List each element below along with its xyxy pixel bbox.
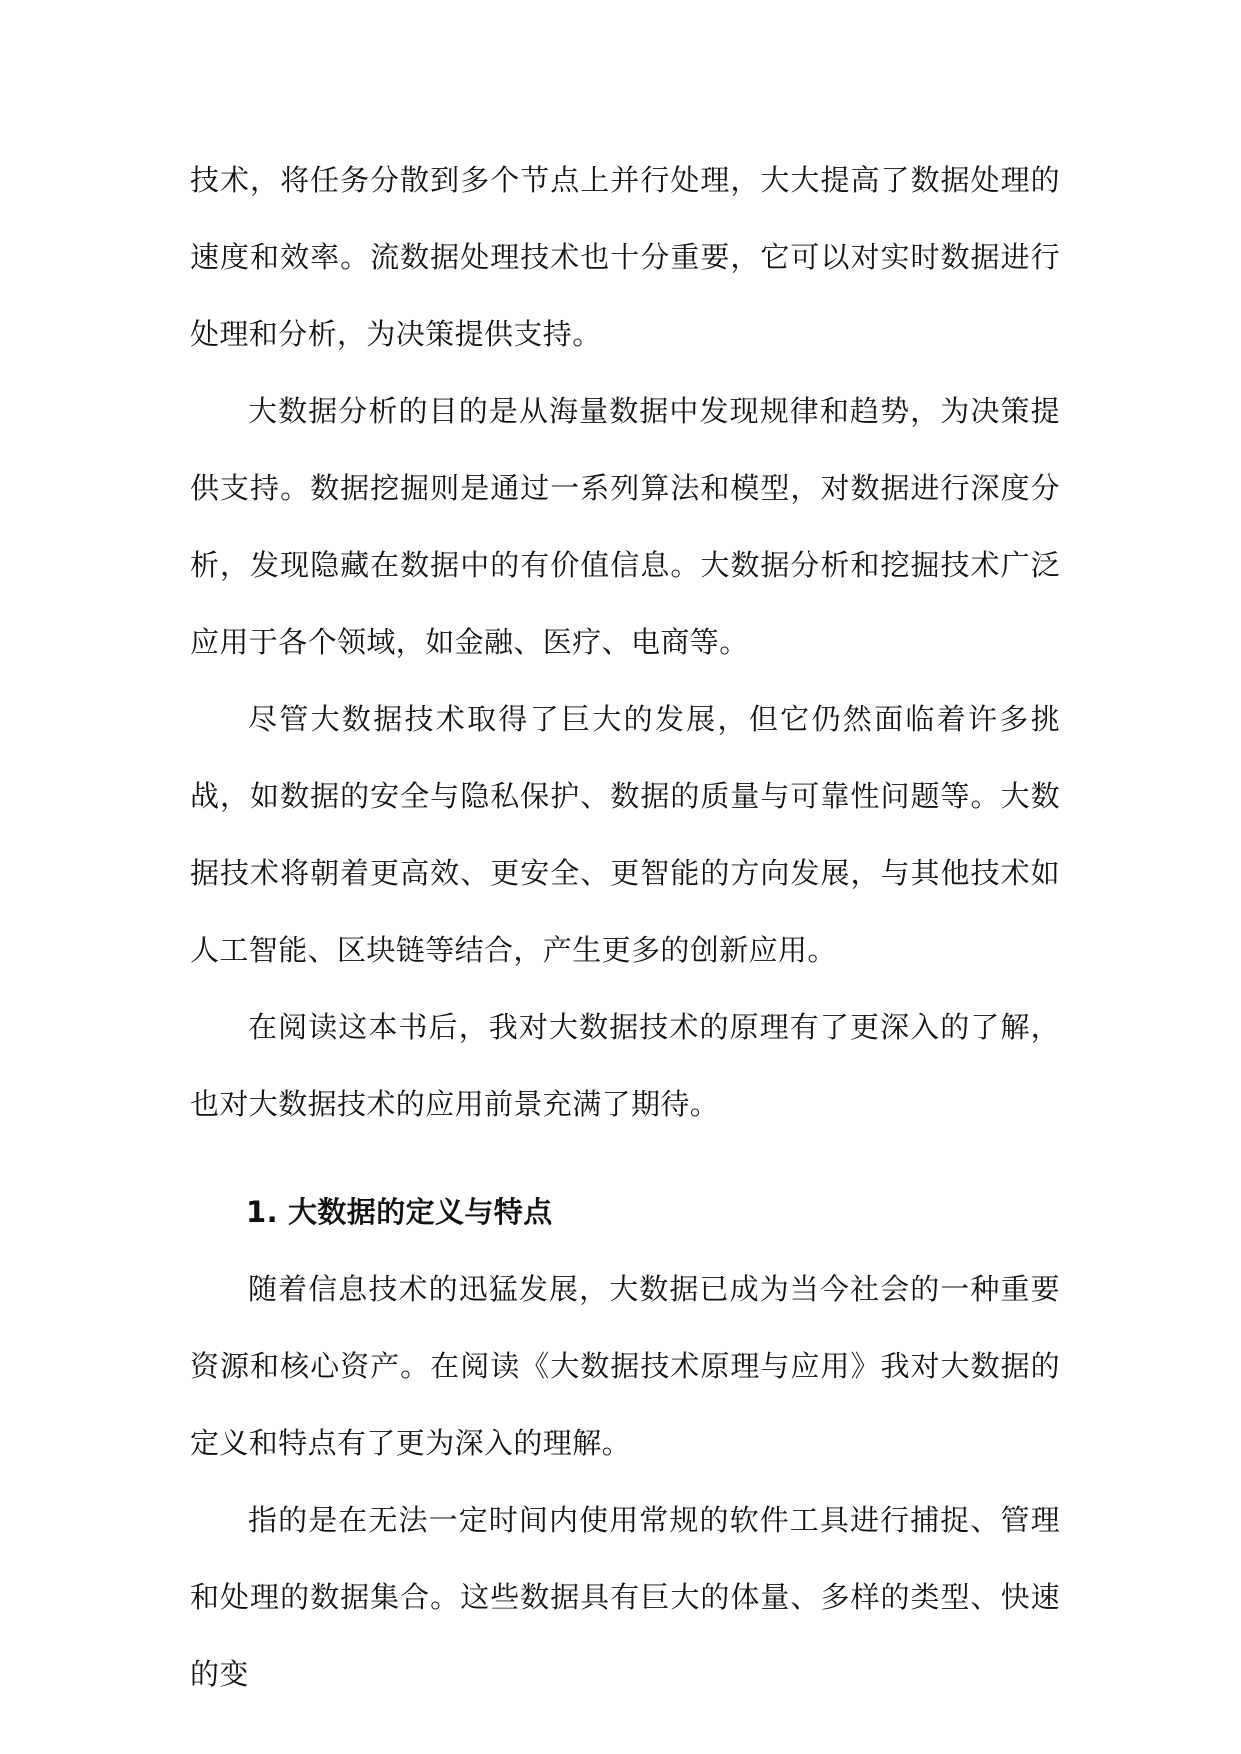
document-body (190, 142, 1060, 1713)
paragraph-challenges: 尽管大数据技术取得了巨大的发展，但它仍然面临着许多挑战，如数据的安全与隐私保护、数据的质量与可靠性问题等。大数据技术将朝着更高效、更安全、更智能的方向发展，与其他技术如人工智能、区块链等结合，产生更多的创新应用。 (190, 702, 1060, 967)
section-heading (190, 1174, 1060, 1251)
paragraph-definition-intro: 随着信息技术的迅猛发展，大数据已成为当今社会的一种重要资源和核心资产。在阅读《大数据技术原理与应用》我对大数据的定义和特点有了更为深入的理解。 (190, 1272, 1060, 1460)
paragraph-reading-reflection: 在阅读这本书后，我对大数据技术的原理有了更深入的了解，也对大数据技术的应用前景充满了期待。 (190, 1010, 1060, 1121)
paragraph-big-data-analysis: 大数据分析的目的是从海量数据中发现规律和趋势，为决策提供支持。数据挖掘则是通过一系列算法和模型，对数据进行深度分析，发现隐藏在数据中的有价值信息。大数据分析和挖掘技术广泛应用于各个领域，如金融、医疗、电商等。 (190, 394, 1060, 659)
section-number: 1. (246, 1195, 278, 1229)
section-title: 大数据的定义与特点 (288, 1195, 553, 1229)
paragraph-continuation: 技术，将任务分散到多个节点上并行处理，大大提高了数据处理的速度和效率。流数据处理技术也十分重要，它可以对实时数据进行处理和分析，为决策提供支持。 (190, 163, 1060, 351)
paragraph-definition: 指的是在无法一定时间内使用常规的软件工具进行捕捉、管理和处理的数据集合。这些数据具有巨大的体量、多样的类型、快速的变 (190, 1503, 1060, 1691)
